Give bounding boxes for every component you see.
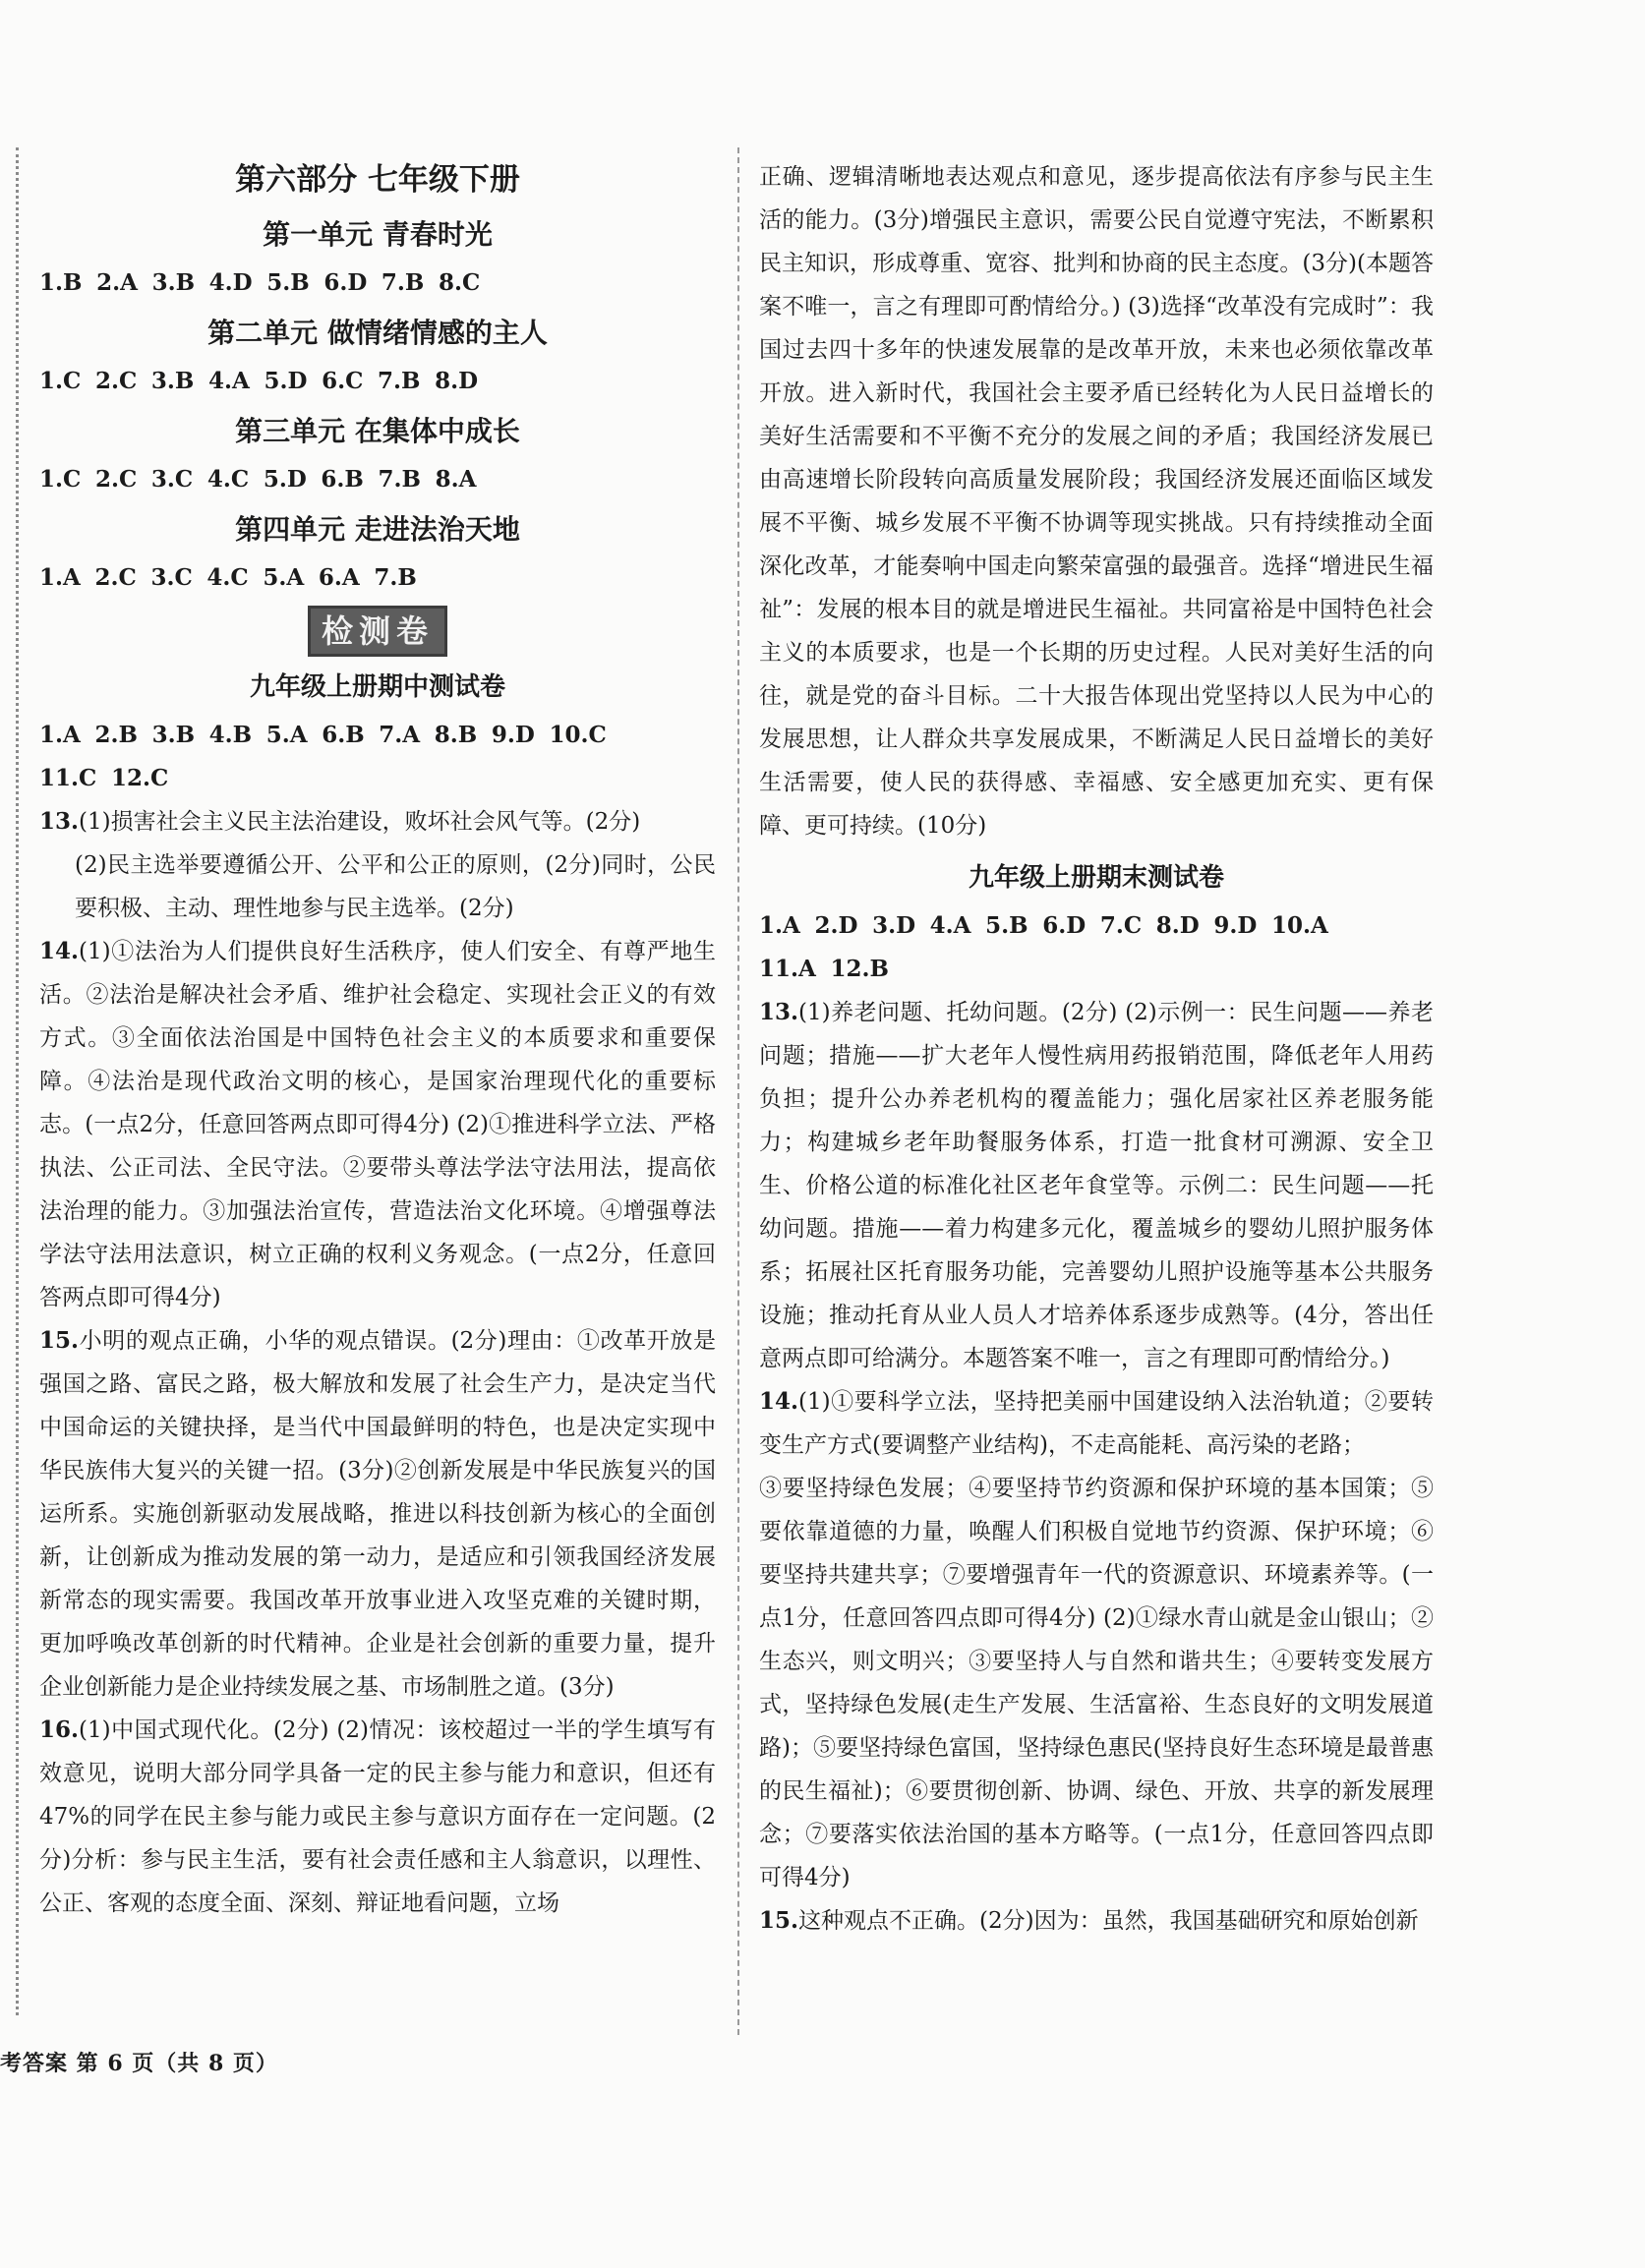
unit-title: 第四单元 走进法治天地 bbox=[235, 513, 520, 546]
answer-row: 1.C 2.C 3.C 4.C 5.D 6.B 7.B 8.A bbox=[39, 466, 477, 493]
question-13: 13.(1)养老问题、托幼问题。(2分) (2)示例一：民生问题——养老问题；措施——扩大老年人慢性病用药报销范围，降低老年人用药负担；提升公办养老机构的覆盖能力；强化居家社区养老服务能力；构建城乡老年助餐服务体系，打造一批食材可溯源、安全卫生、价格公道的标准化社区老年食堂等。示例二：民生问题——托幼问题。措施——着力构建多元化，覆盖城乡的婴幼儿照护服务体系；拓展社区托育服务功能，完善婴幼儿照护设施等基本公共服务设施；推动托育从业人员人才培养体系逐步成熟等。(4分，答出任意两点即可给满分。本题答案不唯一，言之有理即可酌情给分。) bbox=[759, 999, 1434, 1371]
answer-row: 1.A 2.D 3.D 4.A 5.B 6.D 7.C 8.D 9.D 10.A bbox=[759, 912, 1328, 939]
question-14: 14.(1)①法治为人们提供良好生活秩序，使人们安全、有尊严地生活。②法治是解决社会矛盾、维护社会稳定、实现社会正义的有效方式。③全面依法治国是中国特色社会主义的本质要求和重要保障。④法治是现代政治文明的核心，是国家治理现代化的重要标志。(一点2分，任意回答两点即可得4分) (2)①推进科学立法、严格执法、公正司法、全民守法。②要带头尊法学法守法用法，提高依法治理的能力。③加强法治宣传，营造法治文化环境。④增强尊法学法守法用法意识，树立正确的权利义务观念。(一点2分，任意回答两点即可得4分) bbox=[39, 938, 716, 1310]
answer-row: 11.A 12.B bbox=[759, 956, 889, 982]
unit-title: 第三单元 在集体中成长 bbox=[235, 415, 520, 447]
question-13-part2: (2)民主选举要遵循公开、公平和公正的原则，(2分)同时，公民要积极、主动、理性地参与民主选举。(2分) bbox=[75, 852, 716, 921]
unit-title: 第一单元 青春时光 bbox=[263, 218, 493, 251]
question-14: 14.(1)①要科学立法，坚持把美丽中国建设纳入法治轨道；②要转变生产方式(要调整产业结构)，不走高能耗、高污染的老路； bbox=[759, 1388, 1434, 1458]
answer-row: 1.A 2.B 3.B 4.B 5.A 6.B 7.A 8.B 9.D 10.C bbox=[39, 722, 607, 748]
left-column bbox=[39, 155, 716, 1925]
answer-row: 1.A 2.C 3.C 4.C 5.A 6.A 7.B bbox=[39, 564, 417, 591]
continuation-text: 正确、逻辑清晰地表达观点和意见，逐步提高依法有序参与民主生活的能力。(3分)增强民主意识，需要公民自觉遵守宪法，不断累积民主知识，形成尊重、宽容、批判和协商的民主态度。(3分)(本题答案不唯一，言之有理即可酌情给分。) (3)选择“改革没有完成时”：我国过去四十多年的快速发展靠的是改革开放，未来也必须依靠改革开放。进入新时代，我国社会主要矛盾已经转化为人民日益增长的美好生活需要和不平衡不充分的发展之间的矛盾；我国经济发展已由高速增长阶段转向高质量发展阶段；我国经济发展还面临区域发展不平衡、城乡发展不平衡不协调等现实挑战。只有持续推动全面深化改革，才能奏响中国走向繁荣富强的最强音。选择“增进民生福祉”：发展的根本目的就是增进民生福祉。共同富裕是中国特色社会主义的本质要求，也是一个长期的历史过程。人民对美好生活的向往，就是党的奋斗目标。二十大报告体现出党坚持以人民为中心的发展思想，让人群众共享发展成果，不断满足人民日益增长的美好生活需要，使人民的获得感、幸福感、安全感更加充实、更有保障、更可持续。(10分) bbox=[759, 164, 1434, 839]
right-column bbox=[759, 155, 1434, 1943]
question-15: 15.这种观点不正确。(2分)因为：虽然，我国基础研究和原始创新 bbox=[759, 1907, 1419, 1934]
question-13: 13.(1)损害社会主义民主法治建设，败坏社会风气等。(2分) bbox=[39, 808, 641, 835]
exam-title: 九年级上册期中测试卷 bbox=[249, 672, 505, 702]
part-title: 第六部分 七年级下册 bbox=[235, 162, 520, 198]
column-divider bbox=[737, 147, 739, 2035]
answer-row: 1.C 2.C 3.B 4.A 5.D 6.C 7.B 8.D bbox=[39, 368, 479, 394]
question-15: 15.小明的观点正确，小华的观点错误。(2分)理由：①改革开放是强国之路、富民之路，极大解放和发展了社会生产力，是决定当代中国命运的关键抉择，是当代中国最鲜明的特色，也是决定实现中华民族伟大复兴的关键一招。(3分)②创新发展是中华民族复兴的国运所系。实施创新驱动发展战略，推进以科技创新为核心的全面创新，让创新成为推动发展的第一动力，是适应和引领我国经济发展新常态的现实需要。我国改革开放事业进入攻坚克难的关键时期，更加呼唤改革创新的时代精神。企业是社会创新的重要力量，提升企业创新能力是企业持续发展之基、市场制胜之道。(3分) bbox=[39, 1327, 716, 1700]
answer-row: 1.B 2.A 3.B 4.D 5.B 6.D 7.B 8.C bbox=[39, 269, 481, 296]
question-14-part2: ③要坚持绿色发展；④要坚持节约资源和保护环境的基本国策；⑤要依靠道德的力量，唤醒人们积极自觉地节约资源、保护环境；⑥要坚持共建共享；⑦要增强青年一代的资源意识、环境素养等。(一点1分，任意回答四点即可得4分) (2)①绿水青山就是金山银山；②生态兴，则文明兴；③要坚持人与自然和谐共生；④要转变发展方式，坚持绿色发展(走生产发展、生活富裕、生态良好的文明发展道路)；⑤要坚持绿色富国，坚持绿色惠民(坚持良好生态环境是最普惠的民生福祉)；⑥要贯彻创新、协调、绿色、开放、共享的新发展理念；⑦要落实依法治国的基本方略等。(一点1分，任意回答四点即可得4分) bbox=[759, 1476, 1434, 1890]
question-16: 16.(1)中国式现代化。(2分) (2)情况：该校超过一半的学生填写有效意见，说明大部分同学具备一定的民主参与能力和意识，但还有47%的同学在民主参与能力或民主参与意识方面存在一定问题。(2分)分析：参与民主生活，要有社会责任感和主人翁意识，以理性、公正、客观的态度全面、深刻、辩证地看问题，立场 bbox=[39, 1716, 716, 1916]
page-footer: 考答案 第 6 页（共 8 页） bbox=[0, 2051, 278, 2076]
binding-dots bbox=[16, 147, 19, 2015]
exam-title: 九年级上册期末测试卷 bbox=[968, 863, 1224, 893]
unit-title: 第二单元 做情绪情感的主人 bbox=[207, 317, 548, 349]
section-stamp: 检测卷 bbox=[308, 606, 447, 657]
answer-row: 11.C 12.C bbox=[39, 765, 169, 791]
